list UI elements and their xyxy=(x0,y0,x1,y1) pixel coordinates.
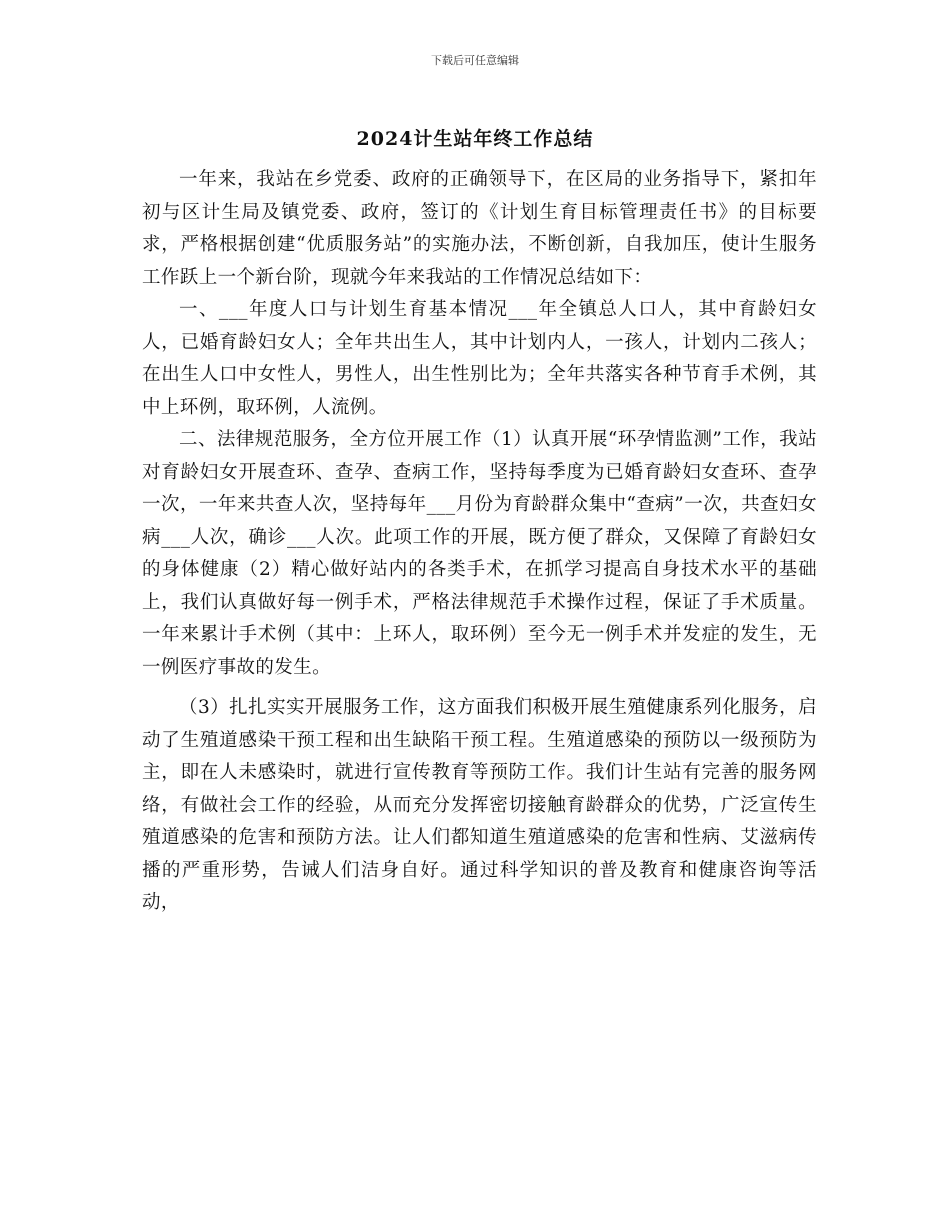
header-note: 下载后可任意编辑 xyxy=(431,54,519,67)
paragraph-legal-service: 二、法律规范服务，全方位开展工作（1）认真开展“环孕情监测”工作，我站对育龄妇女开展查环、查孕、查病工作，坚持每季度为已婚育龄妇女查环、查孕一次，一年来共查人次，坚持每年___月份为育龄群众集中“查病”一次，共查妇女病___人次，确诊___人次。此项工作的开展，既方便了群众，又保障了育龄妇女的身体健康（2）精心做好站内的各类手术，在抓学习提高自身技术水平的基础上，我们认真做好每一例手术，严格法律规范手术操作过程，保证了手术质量。一年来累计手术例（其中：上环人，取环例）至今无一例手术并发症的发生，无一例医疗事故的发生。 xyxy=(142,429,817,678)
document-body xyxy=(142,164,817,920)
paragraph-intro: 一年来，我站在乡党委、政府的正确领导下，在区局的业务指导下，紧扣年初与区计生局及镇党委、政府，签订的《计划生育目标管理责任书》的目标要求，严格根据创建“优质服务站”的实施办法，不断创新，自我加压，使计生服务工作跃上一个新台阶，现就今年来我站的工作情况总结如下： xyxy=(142,169,817,288)
paragraph-basic-stats: 一、___年度人口与计划生育基本情况___年全镇总人口人，其中育龄妇女人，已婚育龄妇女人；全年共出生人，其中计划内人，一孩人，计划内二孩人；在出生人口中女性人，男性人，出生性别比为；全年共落实各种节育手术例，其中上环例，取环例，人流例。 xyxy=(142,299,817,418)
paragraph-service-work: （3）扎扎实实开展服务工作，这方面我们积极开展生殖健康系列化服务，启动了生殖道感染干预工程和出生缺陷干预工程。生殖道感染的预防以一级预防为主，即在人未感染时，就进行宣传教育等预防工作。我们计生站有完善的服务网络，有做社会工作的经验，从而充分发挥密切接触育龄群众的优势，广泛宣传生殖道感染的危害和预防方法。让人们都知道生殖道感染的危害和性病、艾滋病传播的严重形势，告诫人们洁身自好。通过科学知识的普及教育和健康咨询等活动， xyxy=(142,697,817,913)
document-title: 2024计生站年终工作总结 xyxy=(356,128,594,150)
